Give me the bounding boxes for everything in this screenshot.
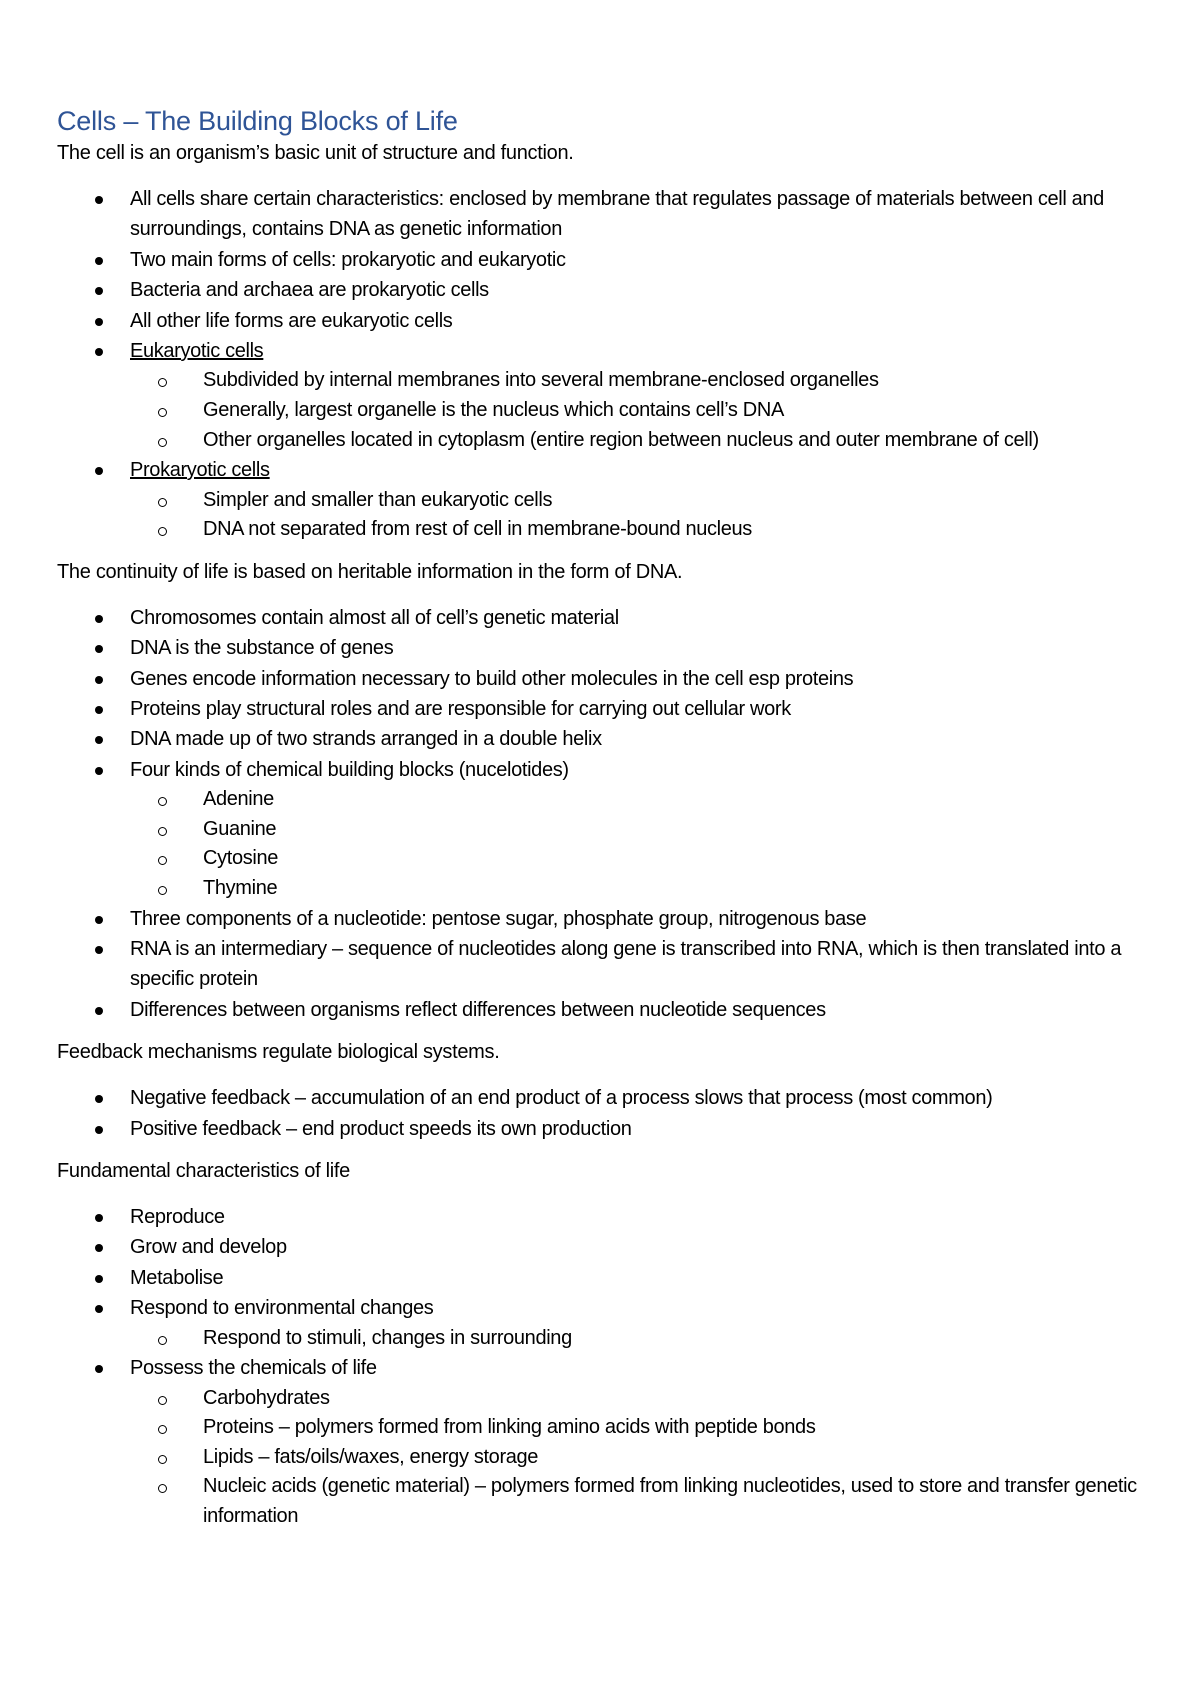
sub-list-item-text: DNA not separated from rest of cell in membrane-bound nucleus bbox=[203, 518, 752, 541]
hollow-bullet-icon bbox=[158, 856, 167, 865]
filled-bullet-icon bbox=[95, 1214, 103, 1222]
sublist-container bbox=[57, 1384, 1147, 1532]
hollow-bullet-icon bbox=[158, 797, 167, 806]
section-intro: Fundamental characteristics of life bbox=[57, 1160, 350, 1183]
hollow-bullet-icon bbox=[158, 378, 167, 387]
list-item bbox=[57, 1114, 1147, 1144]
filled-bullet-icon bbox=[95, 467, 103, 475]
sub-list-item bbox=[57, 874, 1147, 904]
sub-list-item-text: Other organelles located in cytoplasm (entire region between nucleus and outer membrane of cell) bbox=[203, 428, 1039, 451]
sublist-container bbox=[57, 785, 1147, 903]
list-item-text: Negative feedback – accumulation of an end product of a process slows that process (most common) bbox=[130, 1087, 993, 1110]
filled-bullet-icon bbox=[95, 287, 103, 295]
list-item-text: Possess the chemicals of life bbox=[130, 1357, 377, 1380]
sublist-container bbox=[57, 1324, 1147, 1354]
filled-bullet-icon bbox=[95, 946, 103, 954]
document-page bbox=[57, 104, 1147, 1532]
sub-list-item bbox=[57, 1324, 1147, 1354]
sub-list-item-text: Lipids – fats/oils/waxes, energy storage bbox=[203, 1445, 539, 1468]
sub-bullet-list bbox=[57, 785, 1147, 903]
filled-bullet-icon bbox=[95, 196, 103, 204]
hollow-bullet-icon bbox=[158, 527, 167, 536]
section-intro: The continuity of life is based on heritable information in the form of DNA. bbox=[57, 560, 683, 583]
sub-list-item bbox=[57, 1443, 1147, 1473]
filled-bullet-icon bbox=[95, 318, 103, 326]
sub-bullet-list bbox=[57, 1324, 1147, 1354]
list-item-text: Four kinds of chemical building blocks (nucelotides) bbox=[130, 758, 569, 781]
filled-bullet-icon bbox=[95, 1007, 103, 1015]
filled-bullet-icon bbox=[95, 1244, 103, 1252]
subheading-label: Prokaryotic cells bbox=[130, 459, 270, 482]
list-item bbox=[57, 633, 1147, 663]
list-item-text: All cells share certain characteristics: enclosed by membrane that regulates passage of materials between cell and surroundings, contains DNA as genetic information bbox=[130, 188, 1104, 241]
list-item-text: Proteins play structural roles and are responsible for carrying out cellular work bbox=[130, 698, 791, 721]
list-item bbox=[57, 1353, 1147, 1383]
sub-list-item bbox=[57, 426, 1147, 456]
list-item-text: Grow and develop bbox=[130, 1236, 287, 1259]
filled-bullet-icon bbox=[95, 736, 103, 744]
sub-list-item-text: Subdivided by internal membranes into several membrane-enclosed organelles bbox=[203, 369, 879, 392]
list-item bbox=[57, 275, 1147, 305]
list-item-text: Differences between organisms reflect differences between nucleotide sequences bbox=[130, 998, 826, 1021]
list-item bbox=[57, 455, 1147, 485]
sub-list-item bbox=[57, 815, 1147, 845]
filled-bullet-icon bbox=[95, 1126, 103, 1134]
filled-bullet-icon bbox=[95, 1305, 103, 1313]
list-item bbox=[57, 694, 1147, 724]
filled-bullet-icon bbox=[95, 348, 103, 356]
hollow-bullet-icon bbox=[158, 408, 167, 417]
section-intro: Feedback mechanisms regulate biological systems. bbox=[57, 1041, 500, 1064]
list-item-text: Two main forms of cells: prokaryotic and eukaryotic bbox=[130, 248, 566, 271]
list-item bbox=[57, 904, 1147, 934]
list-item bbox=[57, 1083, 1147, 1113]
list-item-text: Bacteria and archaea are prokaryotic cells bbox=[130, 279, 489, 302]
sub-list-item-text: Generally, largest organelle is the nucleus which contains cell’s DNA bbox=[203, 399, 784, 422]
list-item bbox=[57, 1293, 1147, 1323]
filled-bullet-icon bbox=[95, 1365, 103, 1373]
sub-list-item-text: Simpler and smaller than eukaryotic cells bbox=[203, 488, 553, 511]
document-title: Cells – The Building Blocks of Life bbox=[57, 106, 458, 136]
list-item-text: Chromosomes contain almost all of cell’s genetic material bbox=[130, 606, 619, 629]
sub-list-item-text: Guanine bbox=[203, 817, 277, 840]
sub-bullet-list bbox=[57, 1384, 1147, 1532]
sub-list-item bbox=[57, 486, 1147, 516]
subheading-label: Eukaryotic cells bbox=[130, 340, 264, 363]
list-item bbox=[57, 1263, 1147, 1293]
filled-bullet-icon bbox=[95, 1275, 103, 1283]
list-item-text: Metabolise bbox=[130, 1266, 224, 1289]
filled-bullet-icon bbox=[95, 676, 103, 684]
hollow-bullet-icon bbox=[158, 1484, 167, 1493]
list-item bbox=[57, 245, 1147, 275]
hollow-bullet-icon bbox=[158, 1425, 167, 1434]
bullet-list bbox=[57, 1083, 1147, 1144]
section-intro: The cell is an organism’s basic unit of structure and function. bbox=[57, 142, 574, 164]
sub-list-item bbox=[57, 1413, 1147, 1443]
sub-list-item-text: Carbohydrates bbox=[203, 1386, 330, 1409]
sub-list-item bbox=[57, 785, 1147, 815]
sub-list-item-text: Thymine bbox=[203, 877, 278, 900]
sub-list-item-text: Nucleic acids (genetic material) – polymers formed from linking nucleotides, used to store and transfer genetic information bbox=[203, 1475, 1137, 1528]
document-body bbox=[57, 138, 1147, 1532]
list-item-text: Three components of a nucleotide: pentose sugar, phosphate group, nitrogenous base bbox=[130, 907, 867, 930]
list-item-text: DNA made up of two strands arranged in a double helix bbox=[130, 728, 602, 751]
sub-list-item bbox=[57, 1472, 1147, 1531]
list-item bbox=[57, 934, 1147, 995]
sub-bullet-list bbox=[57, 366, 1147, 455]
list-item bbox=[57, 724, 1147, 754]
sub-list-item bbox=[57, 396, 1147, 426]
filled-bullet-icon bbox=[95, 257, 103, 265]
filled-bullet-icon bbox=[95, 615, 103, 623]
hollow-bullet-icon bbox=[158, 886, 167, 895]
sublist-container bbox=[57, 486, 1147, 545]
list-item bbox=[57, 336, 1147, 366]
sub-list-item bbox=[57, 515, 1147, 545]
list-item bbox=[57, 306, 1147, 336]
filled-bullet-icon bbox=[95, 706, 103, 714]
list-item bbox=[57, 184, 1147, 245]
sub-list-item-text: Cytosine bbox=[203, 847, 279, 870]
sub-list-item-text: Adenine bbox=[203, 788, 274, 811]
hollow-bullet-icon bbox=[158, 1455, 167, 1464]
list-item bbox=[57, 664, 1147, 694]
bullet-list bbox=[57, 184, 1147, 545]
bullet-list bbox=[57, 603, 1147, 1025]
list-item-text: Reproduce bbox=[130, 1206, 225, 1229]
hollow-bullet-icon bbox=[158, 498, 167, 507]
sub-list-item bbox=[57, 366, 1147, 396]
sub-bullet-list bbox=[57, 486, 1147, 545]
list-item bbox=[57, 1202, 1147, 1232]
list-item bbox=[57, 1232, 1147, 1262]
hollow-bullet-icon bbox=[158, 1396, 167, 1405]
hollow-bullet-icon bbox=[158, 438, 167, 447]
list-item-text: All other life forms are eukaryotic cells bbox=[130, 309, 453, 332]
list-item-text: Respond to environmental changes bbox=[130, 1297, 434, 1320]
list-item bbox=[57, 603, 1147, 633]
sub-list-item-text: Respond to stimuli, changes in surrounding bbox=[203, 1326, 572, 1349]
filled-bullet-icon bbox=[95, 1095, 103, 1103]
list-item bbox=[57, 995, 1147, 1025]
list-item bbox=[57, 755, 1147, 785]
filled-bullet-icon bbox=[95, 916, 103, 924]
sub-list-item-text: Proteins – polymers formed from linking amino acids with peptide bonds bbox=[203, 1416, 816, 1439]
hollow-bullet-icon bbox=[158, 827, 167, 836]
filled-bullet-icon bbox=[95, 645, 103, 653]
sub-list-item bbox=[57, 1384, 1147, 1414]
sublist-container bbox=[57, 366, 1147, 455]
sub-list-item bbox=[57, 844, 1147, 874]
hollow-bullet-icon bbox=[158, 1336, 167, 1345]
list-item-text: DNA is the substance of genes bbox=[130, 637, 394, 660]
list-item-text: Genes encode information necessary to build other molecules in the cell esp proteins bbox=[130, 667, 854, 690]
filled-bullet-icon bbox=[95, 767, 103, 775]
list-item-text: RNA is an intermediary – sequence of nucleotides along gene is transcribed into RNA, which is then translated into a specific protein bbox=[130, 938, 1122, 991]
bullet-list bbox=[57, 1202, 1147, 1532]
list-item-text: Positive feedback – end product speeds its own production bbox=[130, 1117, 632, 1140]
